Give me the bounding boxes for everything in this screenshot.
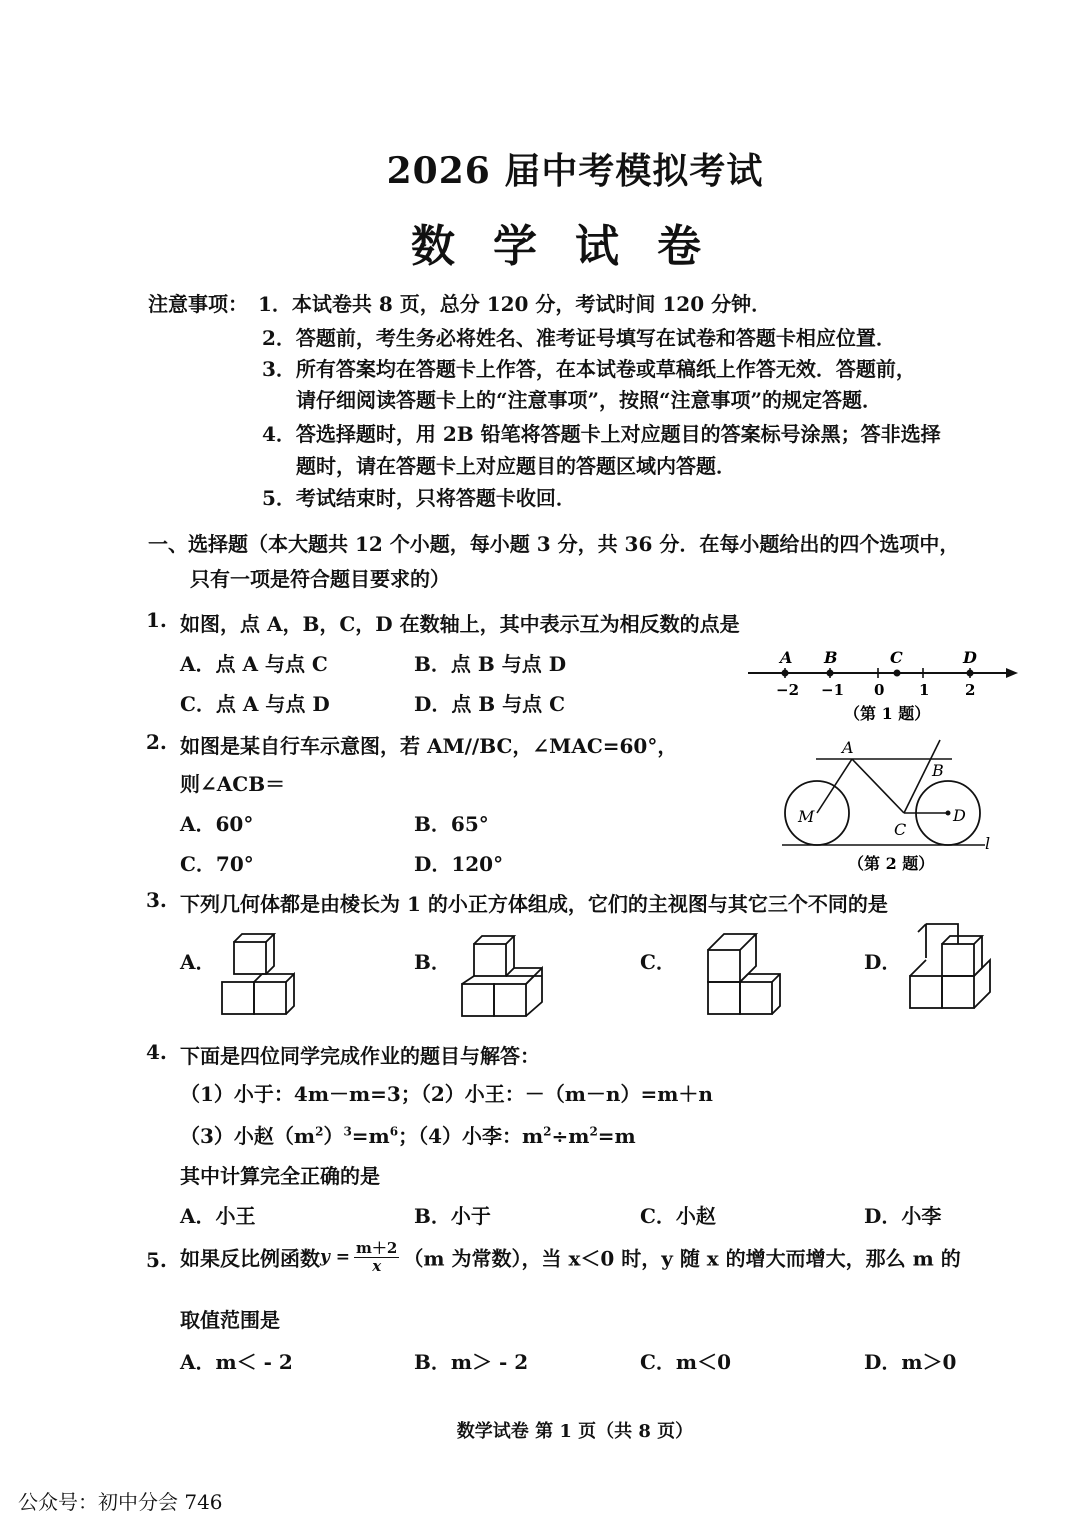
frame-am xyxy=(817,759,852,813)
point-a xyxy=(782,670,789,677)
notice-item: 3．所有答案均在答题卡上作答，在本试卷或草稿纸上作答无效．答题前， xyxy=(262,357,916,381)
tick-label: 0 xyxy=(874,681,885,699)
notice-item: 4．答选择题时，用 2B 铅笔将答题卡上对应题目的答案标号涂黑；答非选择 xyxy=(262,422,941,446)
option-d[interactable]: D． xyxy=(864,950,902,974)
point-label: D xyxy=(963,648,977,667)
axis-arrow-icon xyxy=(1006,668,1018,678)
question-ask: 其中计算完全正确的是 xyxy=(180,1164,380,1188)
option-c[interactable]: C．m＜0 xyxy=(640,1350,731,1374)
question-stem: 下面是四位同学完成作业的题目与解答： xyxy=(180,1044,540,1068)
cube-figure-a xyxy=(218,928,308,1023)
option-a[interactable]: A． xyxy=(180,950,216,974)
fraction: $\frac{m+2}{x}$ xyxy=(356,1239,398,1275)
option-d[interactable]: D．120° xyxy=(414,852,504,876)
work-line-2: （3）小赵$(m^2)^3=m^6$；（4）小李：$m^2\div m^2=m$ xyxy=(180,1124,636,1148)
question-stem: 下列几何体都是由棱长为 1 的小正方体组成，它们的主视图与其它三个不同的是 xyxy=(180,892,888,916)
notice-item: 2．答题前，考生务必将姓名、准考证号填写在试卷和答题卡相应位置． xyxy=(262,326,896,350)
point-label: B xyxy=(824,648,838,667)
label-c: C xyxy=(894,820,907,839)
subject-title: 数学试卷 xyxy=(411,221,739,272)
option-c[interactable]: C．点 A 与点 D xyxy=(180,692,330,716)
work-line-1: （1）小于：4m－m=3；（2）小王：－（m－n）=m＋n xyxy=(180,1082,713,1106)
function-lhs: y = xyxy=(320,1247,351,1267)
point-d xyxy=(967,670,974,677)
page-footer: 数学试卷 第 1 页（共 8 页） xyxy=(456,1421,694,1442)
question-stem-cont: 取值范围是 xyxy=(180,1308,280,1332)
option-a[interactable]: A．点 A 与点 C xyxy=(180,652,328,676)
option-a[interactable]: A．m＜ - 2 xyxy=(180,1350,293,1374)
question-stem: 如图，点 A，B，C，D 在数轴上，其中表示互为相反数的点是 xyxy=(180,612,740,636)
number-line-figure xyxy=(740,645,1025,730)
label-d: D xyxy=(953,806,966,825)
tick-label: −2 xyxy=(776,681,800,699)
tick-label: 1 xyxy=(919,681,930,699)
exam-title: 2026 届中考模拟考试 xyxy=(386,150,764,192)
cube-figure-b xyxy=(456,928,556,1023)
option-d[interactable]: D．m＞0 xyxy=(864,1350,957,1374)
point-d xyxy=(946,811,951,816)
label-m: M xyxy=(798,807,815,826)
question-number: 4. xyxy=(146,1040,167,1064)
option-c[interactable]: C．70° xyxy=(180,852,254,876)
bicycle-figure xyxy=(780,735,1000,880)
point-b xyxy=(827,670,834,677)
notice-item: 题时，请在答题卡上对应题目的答题区域内答题． xyxy=(296,454,736,478)
option-c[interactable]: C．小赵 xyxy=(640,1204,716,1228)
option-d[interactable]: D．小李 xyxy=(864,1204,942,1228)
frame-ac xyxy=(852,759,904,813)
option-d[interactable]: D．点 B 与点 C xyxy=(414,692,566,716)
tick-label: 2 xyxy=(965,681,976,699)
option-b[interactable]: B．点 B 与点 D xyxy=(414,652,567,676)
watermark-text: 公众号：初中分会 746 xyxy=(18,1490,223,1514)
notice-item: 1．本试卷共 8 页，总分 120 分，考试时间 120 分钟． xyxy=(258,292,772,316)
option-c[interactable]: C． xyxy=(640,950,676,974)
question-number: 3. xyxy=(146,888,167,912)
question-stem: 如图是某自行车示意图，若 AM//BC，∠MAC=60°， xyxy=(180,734,678,758)
notice-label: 注意事项： xyxy=(148,292,248,316)
option-b[interactable]: B． xyxy=(414,950,451,974)
option-b[interactable]: B．m＞ - 2 xyxy=(414,1350,529,1374)
question-stem-cont: 则∠ACB＝ xyxy=(180,772,286,796)
question-number: 2. xyxy=(146,730,167,754)
tick-label: −1 xyxy=(821,681,845,699)
cube-figure-c xyxy=(702,922,792,1022)
section-heading-cont: 只有一项是符合题目要求的） xyxy=(190,567,450,591)
question-number: 1. xyxy=(146,608,167,632)
point-label: C xyxy=(890,648,903,667)
option-b[interactable]: B．65° xyxy=(414,812,489,836)
figure-caption: （第 2 题） xyxy=(848,854,935,873)
notice-item: 5．考试结束时，只将答题卡收回． xyxy=(262,486,576,510)
section-heading: 一、选择题（本大题共 12 个小题，每小题 3 分，共 36 分．在每小题给出的四个选项中， xyxy=(148,532,960,556)
option-a[interactable]: A．小王 xyxy=(180,1204,256,1228)
point-label: A xyxy=(780,648,793,667)
figure-caption: （第 1 题） xyxy=(844,704,931,723)
option-b[interactable]: B．小于 xyxy=(414,1204,491,1228)
question-stem: 如果反比例函数y = $\frac{m+2}{x}$ （m 为常数），当 x＜0 时，y 随 x 的增大而增大，那么 m 的 xyxy=(180,1239,961,1275)
label-a: A xyxy=(842,738,854,757)
point-c xyxy=(894,670,901,677)
label-b: B xyxy=(932,761,944,780)
question-number: 5. xyxy=(146,1248,167,1272)
notice-item: 请仔细阅读答题卡上的“注意事项”，按照“注意事项”的规定答题． xyxy=(296,388,883,412)
option-a[interactable]: A．60° xyxy=(180,812,254,836)
label-l: l xyxy=(985,834,991,853)
cube-figure-d xyxy=(906,918,1001,1018)
